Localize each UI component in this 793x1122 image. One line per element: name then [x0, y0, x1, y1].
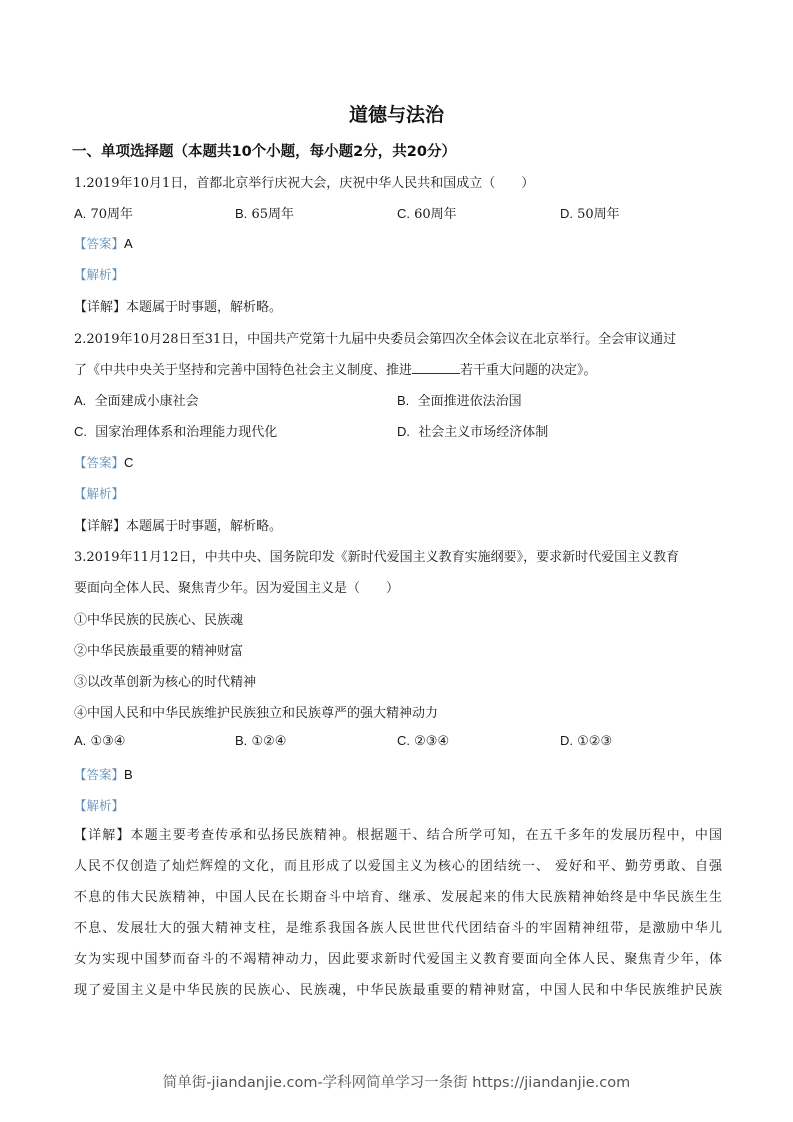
question-1-option-a: A. 70周年	[74, 206, 133, 222]
detail-line-4: 不息、发展壮大的强大精神支柱，是维系我国各族人民世世代代团结奋斗的牢固精神纽带，是激励中华儿	[74, 921, 722, 936]
question-3-option-c: C. ②③④	[397, 733, 450, 749]
question-2-stem-line-1: 2.2019年10月28日至31日，中国共产党第十九届中央委员会第四次全体会议在北京举行。全会审议通过	[74, 332, 677, 347]
detail-line-2: 人民不仅创造了灿烂辉煌的文化，而且形成了以爱国主义为核心的团结统一、 爱好和平、勤劳勇敢、自强	[74, 859, 722, 874]
question-3-statement-4: ④中国人民和中华民族维护民族独立和民族尊严的强大精神动力	[74, 706, 439, 721]
detail-line-6: 现了爱国主义是中华民族的民族心、民族魂，中华民族最重要的精神财富，中国人民和中华民族维护民族	[74, 983, 722, 998]
question-3-stem-line-2: 要面向全体人民、聚焦青少年。因为爱国主义是（ ）	[74, 581, 400, 596]
question-3-detail	[74, 820, 722, 1006]
question-3-option-a: A. ①③④	[74, 733, 126, 749]
question-3-stem-line-1: 3.2019年11月12日，中共中央、国务院印发《新时代爱国主义教育实施纲要》，要求新时代爱国主义教育	[74, 550, 680, 565]
question-2-option-b: B. 全面推进依法治国	[397, 393, 522, 409]
footer-watermark: 简单街-jiandanjie.com-学科网简单学习一条街 https://jiandanjie.com	[162, 1075, 631, 1091]
question-3-answer: 【答案】B	[74, 767, 133, 782]
question-3-statement-3: ③以改革创新为核心的时代精神	[74, 675, 257, 690]
question-1-option-b: B. 65周年	[235, 206, 294, 222]
question-2-answer: 【答案】C	[74, 455, 134, 470]
question-2-option-c: C. 国家治理体系和治理能力现代化	[74, 424, 278, 440]
question-3-option-b: B. ①②④	[235, 733, 287, 749]
detail-line-3: 不息的伟大民族精神，中国人民在长期奋斗中培育、继承、发展起来的伟大民族精神始终是中华民族生生	[74, 890, 722, 905]
question-3-statement-1: ①中华民族的民族心、民族魂	[74, 613, 244, 628]
detail-line-5: 女为实现中国梦而奋斗的不竭精神动力，因此要求新时代爱国主义教育要面向全体人民、聚焦青少年，体	[74, 952, 722, 967]
question-1-stem: 1.2019年10月1日，首都北京举行庆祝大会，庆祝中华人民共和国成立（ ）	[74, 176, 535, 191]
question-3-analysis-label: 【解析】	[74, 798, 125, 813]
detail-line-1: 【详解】本题主要考查传承和弘扬民族精神。根据题干、结合所学可知，在五千多年的发展历程中，中国	[74, 828, 722, 843]
fill-in-blank	[412, 361, 460, 374]
question-1-option-d: D. 50周年	[560, 206, 620, 222]
question-3-statement-2: ②中华民族最重要的精神财富	[74, 644, 244, 659]
question-3-option-d: D. ①②③	[560, 733, 613, 749]
page-title: 道德与法治	[348, 104, 444, 126]
question-2-detail: 【详解】本题属于时事题，解析略。	[74, 519, 283, 534]
question-1-detail: 【详解】本题属于时事题，解析略。	[74, 300, 283, 315]
question-1-option-c: C. 60周年	[397, 206, 457, 222]
question-2-analysis-label: 【解析】	[74, 486, 125, 501]
question-2-option-d: D. 社会主义市场经济体制	[397, 424, 549, 440]
question-2-option-a: A. 全面建成小康社会	[74, 393, 199, 409]
question-1-answer: 【答案】A	[74, 236, 133, 251]
question-2-stem-line-2: 了《中共中央关于坚持和完善中国特色社会主义制度、推进 若干重大问题的决定》。	[74, 363, 597, 378]
question-1-analysis-label: 【解析】	[74, 267, 125, 282]
section-heading: 一、单项选择题（本题共10个小题，每小题2分，共20分）	[72, 144, 456, 160]
